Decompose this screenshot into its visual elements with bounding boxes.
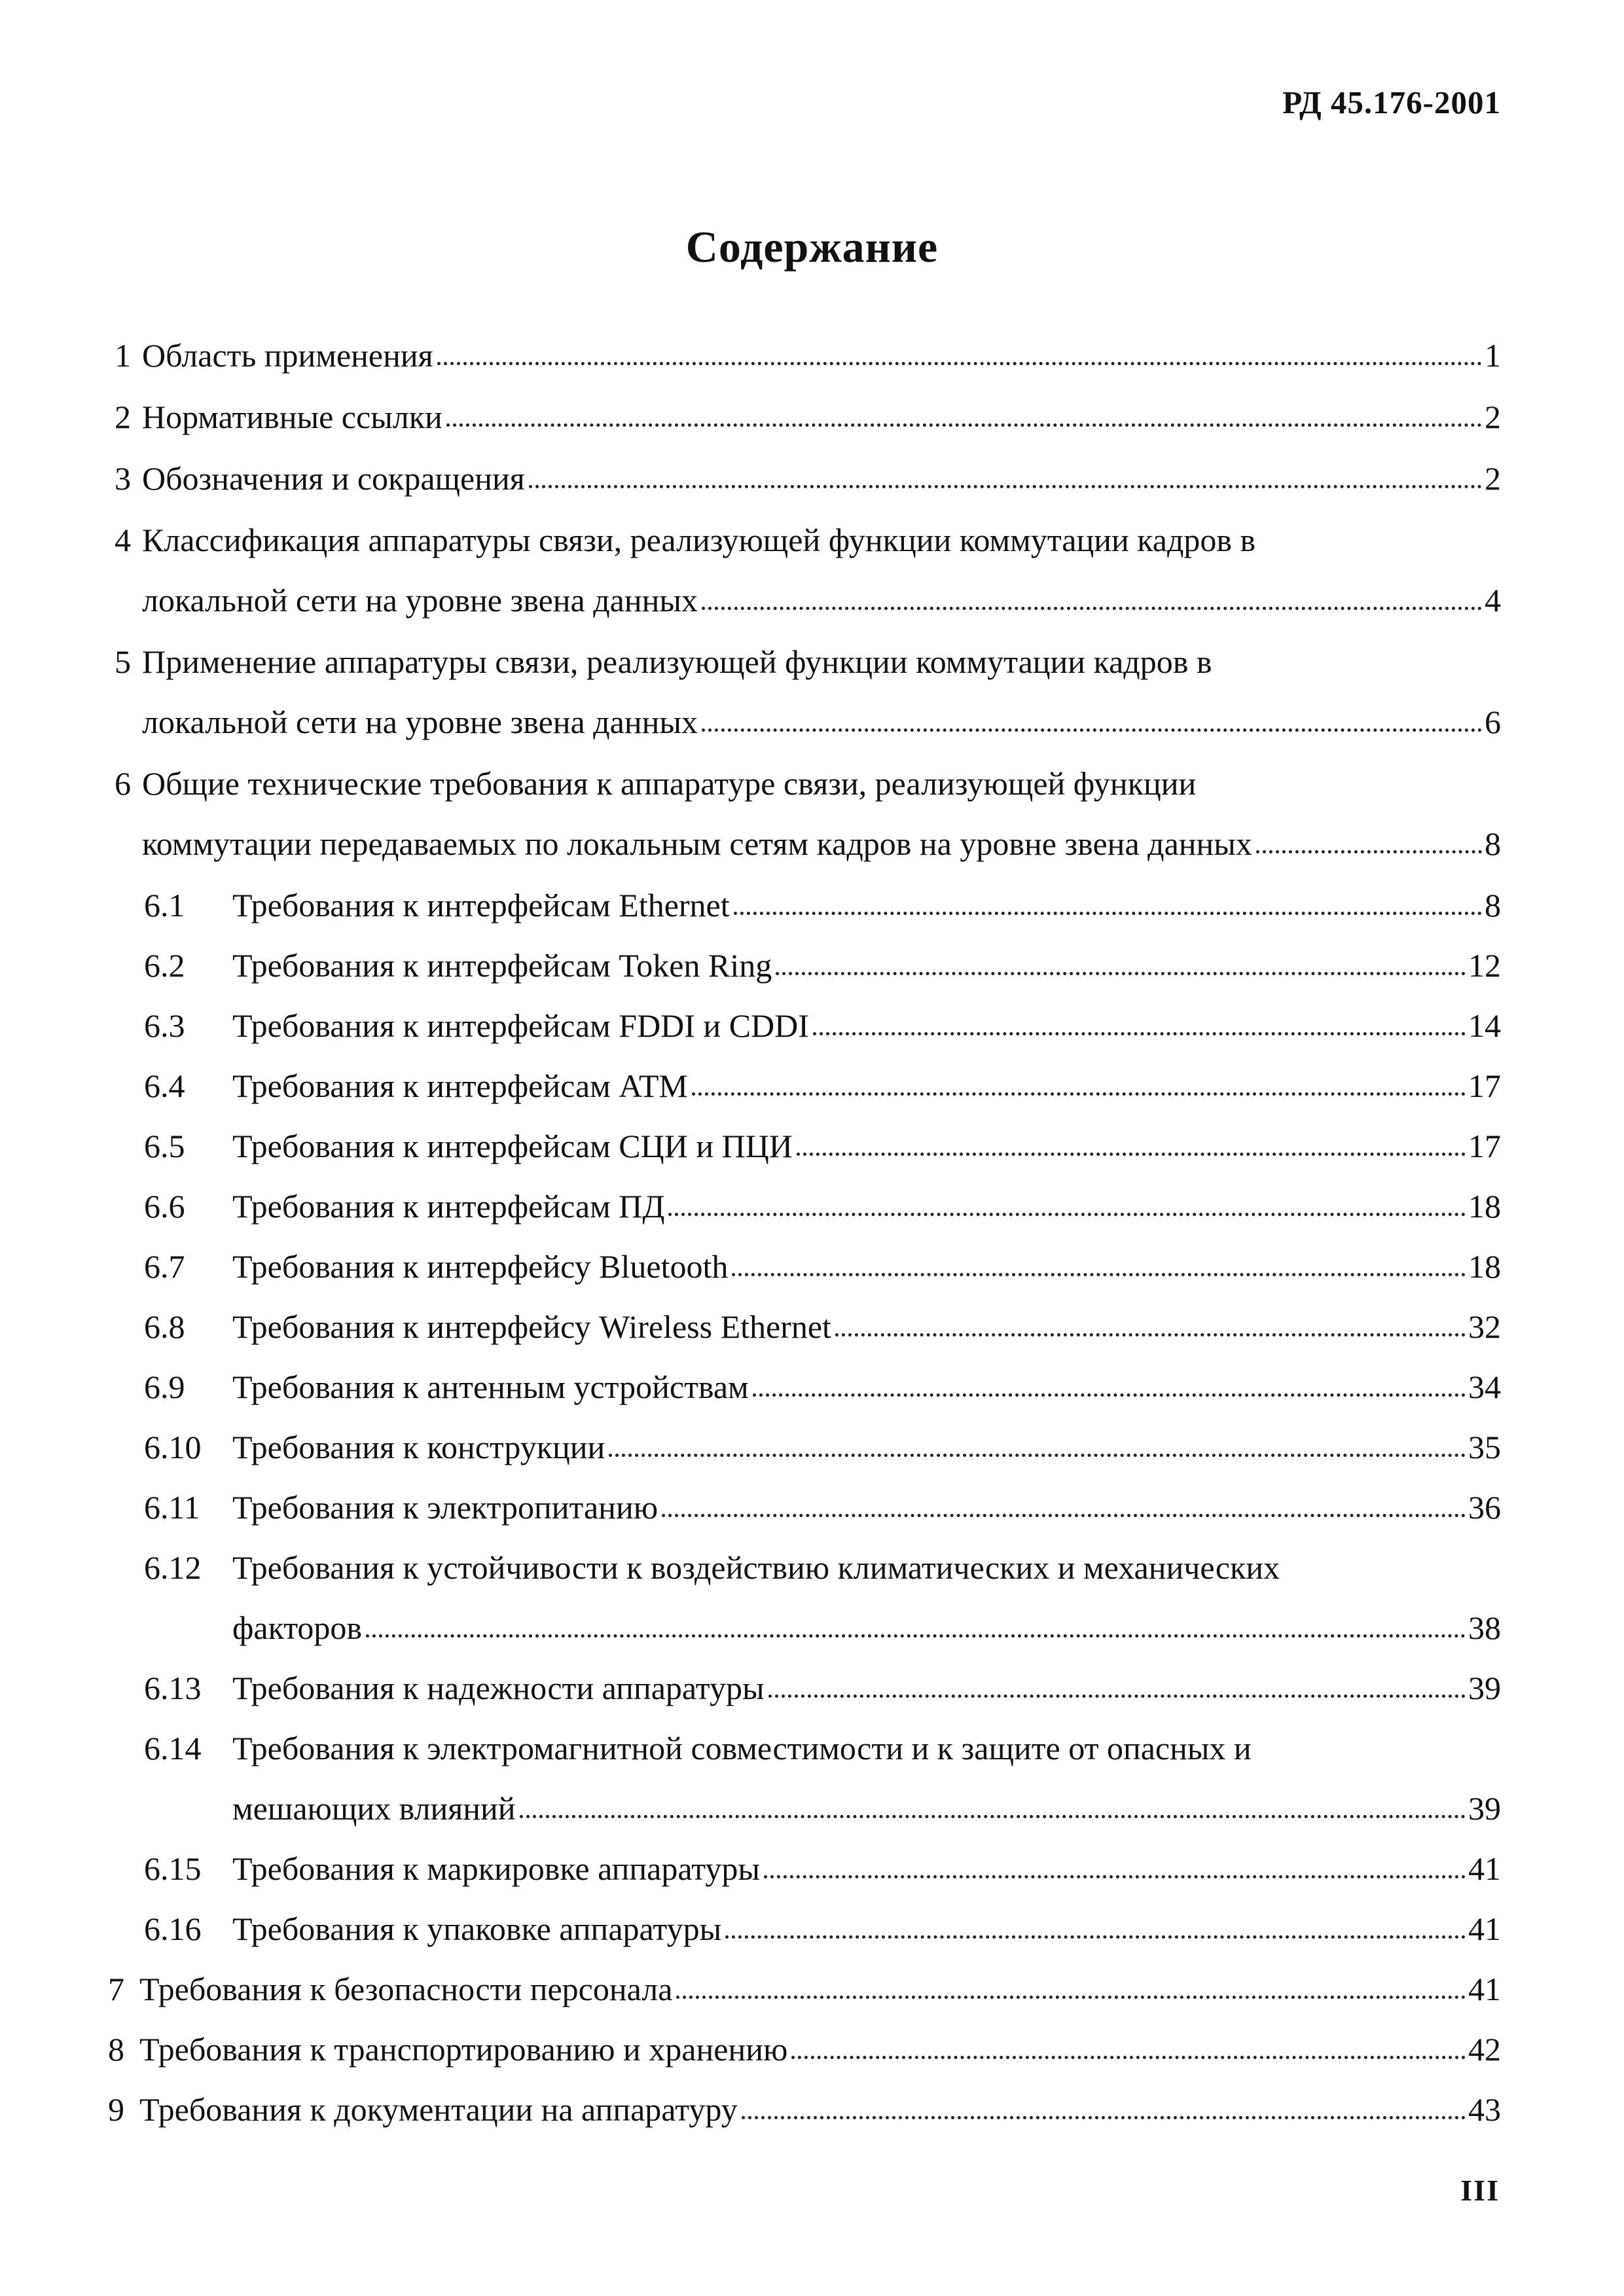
toc-entry-title: Требования к интерфейсу Bluetooth: [232, 1248, 729, 1285]
toc-entry-page: 4: [1485, 582, 1501, 619]
toc-entry-6-11: [144, 1471, 1501, 1524]
toc-entry-4-continued: [142, 564, 1501, 617]
toc-entry-title: Применение аппаратуры связи, реализующей функции коммутации кадров в: [142, 643, 1212, 680]
toc-entry-7: [108, 1953, 1501, 2005]
toc-entry-6-10: [144, 1411, 1501, 1463]
toc-entry-title: локальной сети на уровне звена данных: [142, 704, 698, 740]
toc-entry-6-2: [144, 929, 1501, 982]
dot-leader: [776, 971, 1466, 975]
toc-entry-title: Общие технические требования к аппаратуре связи, реализующей функции: [142, 765, 1197, 802]
dot-leader: [446, 423, 1482, 427]
toc-entry-6-12-continued: [232, 1592, 1501, 1644]
dot-leader: [791, 2055, 1466, 2059]
toc-entry-title: Требования к устойчивости к воздействию климатических и механических: [232, 1549, 1280, 1586]
toc-entry-number: 6.16: [144, 1910, 202, 1947]
toc-entry-page: 2: [1485, 460, 1501, 497]
toc-entry-number: 6.3: [144, 1007, 185, 1044]
document-code: РД 45.176-2001: [1282, 84, 1501, 120]
toc-entry-6-12: [144, 1532, 1401, 1584]
toc-entry-number: 1: [115, 337, 131, 374]
toc-entry-6-15: [144, 1833, 1501, 1885]
toc-entry-number: 6.1: [144, 887, 185, 924]
toc-entry-title: Требования к упаковке аппаратуры: [232, 1910, 722, 1947]
dot-leader: [768, 1694, 1466, 1698]
toc-entry-page: 36: [1468, 1489, 1501, 1526]
toc-entry-number: 2: [115, 399, 131, 435]
toc-entry-number: 8: [108, 2031, 124, 2068]
toc-entry-title: Требования к безопасности персонала: [139, 1971, 673, 2007]
page-number: III: [1460, 2174, 1500, 2207]
toc-entry-number: 6.2: [144, 947, 185, 984]
toc-entry-title: Требования к документации на аппаратуру: [139, 2091, 738, 2128]
toc-entry-page: 43: [1468, 2091, 1501, 2128]
toc-entry-6-6: [144, 1170, 1501, 1223]
toc-entry-2: [115, 381, 1501, 433]
toc-entry-number: 4: [115, 522, 131, 558]
toc-entry-title: Требования к антенным устройствам: [232, 1369, 749, 1405]
dot-leader: [609, 1453, 1466, 1457]
toc-entry-6-continued: [142, 808, 1501, 860]
toc-entry-title: Требования к интерфейсам Ethernet: [232, 887, 730, 924]
dot-leader: [437, 361, 1482, 365]
toc-entry-number: 6.6: [144, 1188, 185, 1225]
page-title: Содержание: [685, 222, 939, 272]
toc-entry-page: 17: [1468, 1128, 1501, 1164]
dot-leader: [835, 1333, 1466, 1336]
toc-entry-title: Требования к маркировке аппаратуры: [232, 1850, 761, 1887]
toc-entry-5: [115, 626, 1319, 678]
toc-entry-page: 2: [1485, 399, 1501, 435]
toc-entry-4: [115, 504, 1384, 556]
toc-entry-6-9: [144, 1351, 1501, 1403]
dot-leader: [520, 1814, 1466, 1818]
toc-entry-title: Требования к электромагнитной совместимости и к защите от опасных и: [232, 1730, 1252, 1767]
toc-entry-page: 8: [1485, 825, 1501, 862]
toc-entry-6-14-continued: [232, 1772, 1501, 1825]
toc-entry-title: Требования к интерфейсам ПД: [232, 1188, 665, 1225]
toc-entry-6-5: [144, 1110, 1501, 1162]
toc-entry-number: 6.9: [144, 1369, 185, 1405]
dot-leader: [692, 1092, 1466, 1096]
toc-entry-number: 6.11: [144, 1489, 200, 1526]
toc-entry-title: Требования к интерфейсам ATM: [232, 1067, 688, 1104]
toc-entry-page: 8: [1485, 887, 1501, 924]
dot-leader: [753, 1393, 1466, 1397]
toc-entry-number: 5: [115, 643, 131, 680]
toc-entry-page: 38: [1468, 1609, 1501, 1646]
toc-entry-page: 34: [1468, 1369, 1501, 1405]
dot-leader: [1256, 850, 1482, 853]
toc-entry-number: 6.12: [144, 1549, 202, 1586]
toc-entry-page: 18: [1468, 1248, 1501, 1285]
toc-entry-page: 32: [1468, 1308, 1501, 1345]
dot-leader: [366, 1634, 1466, 1638]
toc-entry-title: Требования к интерфейсам Token Ring: [232, 947, 772, 984]
toc-entry-page: 39: [1468, 1790, 1501, 1827]
dot-leader: [662, 1513, 1466, 1517]
toc-entry-number: 6.4: [144, 1067, 185, 1104]
toc-entry-9: [108, 2073, 1501, 2126]
toc-entry-number: 3: [115, 460, 131, 497]
toc-entry-6-7: [144, 1230, 1501, 1283]
toc-entry-6-16: [144, 1893, 1501, 1945]
toc-entry-6-8: [144, 1291, 1501, 1343]
dot-leader: [668, 1212, 1466, 1216]
toc-entry-title: Требования к конструкции: [232, 1429, 605, 1465]
toc-entry-number: 6.14: [144, 1730, 202, 1767]
dot-leader: [813, 1031, 1466, 1035]
dot-leader: [676, 1995, 1466, 1999]
toc-entry-number: 6.13: [144, 1670, 202, 1706]
toc-entry-3: [115, 442, 1501, 495]
toc-entry-title: Нормативные ссылки: [142, 399, 442, 435]
toc-entry-page: 17: [1468, 1067, 1501, 1104]
dot-leader: [734, 911, 1482, 915]
toc-entry-number: 7: [108, 1971, 124, 2007]
dot-leader: [797, 1152, 1466, 1156]
toc-entry-title: Требования к электропитанию: [232, 1489, 659, 1526]
toc-entry-number: 6.7: [144, 1248, 185, 1285]
toc-entry-page: 18: [1468, 1188, 1501, 1225]
dot-leader: [702, 728, 1482, 732]
dot-leader: [702, 606, 1482, 610]
toc-entry-title: факторов: [232, 1609, 363, 1646]
dot-leader: [764, 1874, 1466, 1878]
dot-leader: [725, 1935, 1466, 1939]
toc-entry-number: 6.10: [144, 1429, 202, 1465]
toc-entry-page: 42: [1468, 2031, 1501, 2068]
toc-entry-number: 6: [115, 765, 131, 802]
toc-entry-page: 41: [1468, 1910, 1501, 1947]
toc-entry-page: 1: [1485, 337, 1501, 374]
dot-leader: [732, 1272, 1466, 1276]
toc-entry-page: 6: [1485, 704, 1501, 740]
toc-entry-page: 41: [1468, 1971, 1501, 2007]
dot-leader: [529, 484, 1482, 488]
toc-entry-8: [108, 2013, 1501, 2066]
toc-entry-6-1: [144, 869, 1501, 922]
toc-entry-title: Требования к интерфейсам FDDI и CDDI: [232, 1007, 809, 1044]
toc-entry-title: Классификация аппаратуры связи, реализующей функции коммутации кадров в: [142, 522, 1256, 558]
toc-entry-page: 41: [1468, 1850, 1501, 1887]
toc-entry-title: Область применения: [142, 337, 433, 374]
toc-entry-title: Требования к транспортированию и хранению: [139, 2031, 788, 2068]
toc-entry-5-continued: [142, 686, 1501, 738]
toc-entry-number: 9: [108, 2091, 124, 2128]
toc-entry-1: [115, 319, 1501, 372]
toc-entry-title: Обозначения и сокращения: [142, 460, 525, 497]
toc-entry-6-13: [144, 1652, 1501, 1704]
toc-entry-page: 12: [1468, 947, 1501, 984]
toc-entry-title: мешающих влияний: [232, 1790, 516, 1827]
toc-entry-title: Требования к интерфейсам СЦИ и ПЦИ: [232, 1128, 793, 1164]
toc-entry-page: 14: [1468, 1007, 1501, 1044]
toc-entry-title: локальной сети на уровне звена данных: [142, 582, 698, 619]
dot-leader: [742, 2115, 1466, 2119]
toc-entry-6-4: [144, 1050, 1501, 1102]
toc-entry-title: коммутации передаваемых по локальным сетям кадров на уровне звена данных: [142, 825, 1252, 862]
toc-entry-number: 6.8: [144, 1308, 185, 1345]
toc-entry-number: 6.5: [144, 1128, 185, 1164]
toc-entry-6: [115, 747, 1345, 800]
toc-entry-6-14: [144, 1712, 1401, 1765]
toc-entry-title: Требования к надежности аппаратуры: [232, 1670, 765, 1706]
toc-entry-6-3: [144, 990, 1501, 1042]
toc-entry-page: 39: [1468, 1670, 1501, 1706]
toc-entry-title: Требования к интерфейсу Wireless Ethernet: [232, 1308, 831, 1345]
toc-entry-number: 6.15: [144, 1850, 202, 1887]
toc-entry-page: 35: [1468, 1429, 1501, 1465]
